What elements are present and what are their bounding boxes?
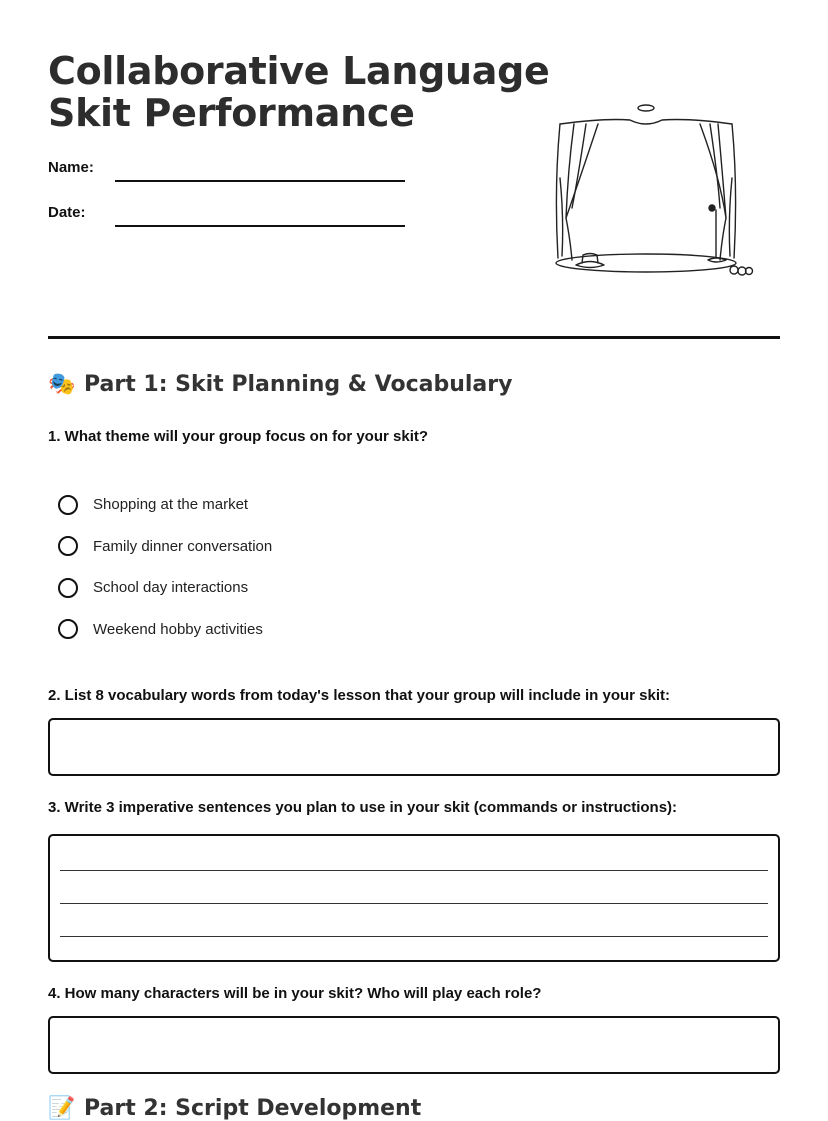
theme-options [58, 484, 272, 650]
part2-title: Part 2: Script Development [84, 1096, 422, 1121]
theater-masks-icon: 🎭 [48, 372, 76, 397]
imperative-sentences-answer-box[interactable] [48, 834, 780, 962]
radio-button[interactable] [58, 536, 78, 556]
radio-button[interactable] [58, 619, 78, 639]
page-title [48, 50, 550, 134]
title-line-1: Collaborative Language [48, 49, 550, 93]
memo-icon: 📝 [48, 1096, 76, 1121]
characters-answer-box[interactable] [48, 1016, 780, 1074]
theme-option-family-dinner[interactable] [58, 526, 272, 568]
radio-button[interactable] [58, 578, 78, 598]
part2-heading [48, 1096, 421, 1121]
date-label: Date: [48, 204, 86, 221]
part1-title: Part 1: Skit Planning & Vocabulary [84, 372, 513, 397]
question-3: 3. Write 3 imperative sentences you plan to use in your skit (commands or instructions): [48, 799, 678, 816]
theme-option-market[interactable] [58, 484, 272, 526]
option-label: Shopping at the market [93, 496, 249, 514]
vocabulary-answer-box[interactable] [48, 718, 780, 776]
header-divider [48, 336, 780, 339]
question-1: 1. What theme will your group focus on for your skit? [48, 428, 429, 445]
writing-line [60, 903, 768, 904]
radio-button[interactable] [58, 495, 78, 515]
option-label: School day interactions [93, 579, 249, 597]
writing-line [60, 936, 768, 937]
option-label: Family dinner conversation [93, 537, 273, 555]
question-2: 2. List 8 vocabulary words from today's lesson that your group will include in your skit: [48, 687, 671, 704]
stage-curtain-illustration [550, 98, 762, 283]
question-4: 4. How many characters will be in your skit? Who will play each role? [48, 985, 542, 1002]
part1-heading [48, 372, 512, 397]
option-label: Weekend hobby activities [93, 620, 263, 638]
writing-line [60, 870, 768, 871]
name-field[interactable] [115, 180, 405, 182]
theme-option-weekend-hobby[interactable] [58, 609, 272, 651]
name-label: Name: [48, 159, 94, 176]
date-field[interactable] [115, 225, 405, 227]
theme-option-school-day[interactable] [58, 567, 272, 609]
title-line-2: Skit Performance [48, 91, 415, 135]
